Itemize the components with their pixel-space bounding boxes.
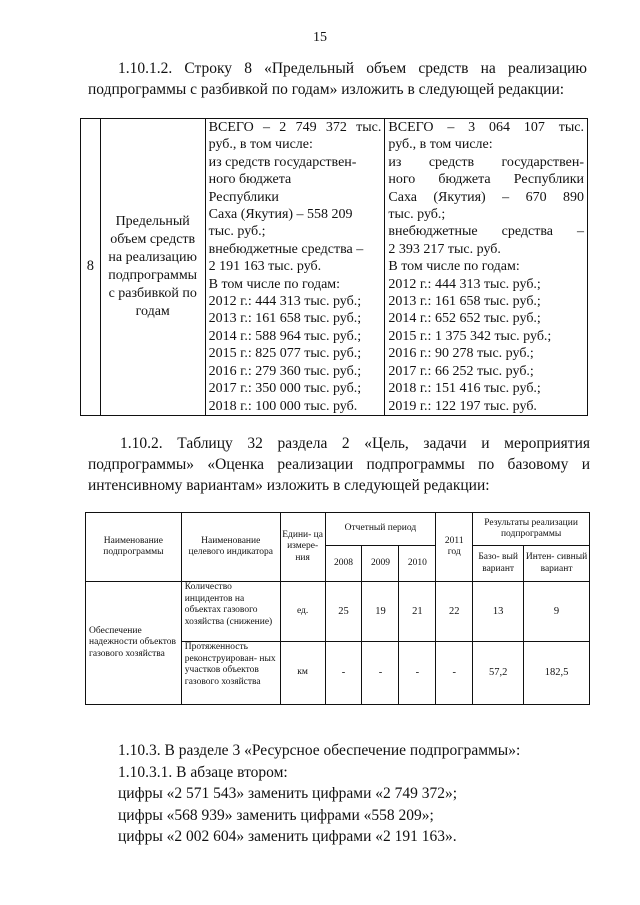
old-line: Саха (Якутия) – 558 209 — [208, 207, 353, 223]
new-line: ВСЕГО – 3 064 107 тыс. — [388, 120, 584, 135]
page-number: 15 — [313, 30, 327, 45]
value-intensive-cell: 9 — [524, 582, 590, 642]
header-indicator: Наименование целевого индикатора — [181, 513, 280, 582]
new-line: Саха (Якутия) – 670 890 — [388, 189, 584, 205]
paragraph-1-line-1: 1.10.1.2. Строку 8 «Предельный объем средств на реализацию — [118, 60, 587, 77]
value-2009-cell: 19 — [362, 582, 399, 642]
paragraph-3-line: цифры «2 571 543» заменить цифрами «2 749 372»; — [118, 785, 458, 802]
new-line: 2017 г.: 66 252 тыс. руб.; — [388, 363, 534, 379]
value-2008-cell: - — [325, 642, 362, 705]
value-base-cell: 57,2 — [473, 642, 524, 705]
value-2008-cell: 25 — [325, 582, 362, 642]
header-2011: 2011 год — [436, 513, 473, 582]
table-header-row — [86, 513, 590, 546]
header-subprogram: Наименование подпрограммы — [86, 513, 182, 582]
old-line: 2015 г.: 825 077 тыс. руб.; — [208, 346, 362, 362]
new-line: ного бюджета Республики — [388, 172, 584, 188]
unit-cell: ед. — [280, 582, 325, 642]
value-2010-cell: 21 — [399, 582, 436, 642]
table-row — [86, 582, 590, 642]
header-reporting-period: Отчетный период — [325, 513, 436, 546]
row-name-line: годам — [135, 303, 170, 319]
paragraph-3-line: 1.10.3.1. В абзаце втором: — [118, 763, 288, 781]
new-line: 2012 г.: 444 313 тыс. руб.; — [388, 276, 541, 292]
header-base: Базо- вый вариант — [473, 546, 524, 582]
new-line: из средств государствен- — [388, 154, 584, 170]
value-2010-cell: - — [399, 642, 436, 705]
old-line: тыс. руб.; — [208, 224, 266, 240]
value-base-cell: 13 — [473, 582, 524, 642]
old-line: 2016 г.: 279 360 тыс. руб.; — [208, 363, 362, 379]
new-line: В том числе по годам: — [388, 259, 520, 275]
new-wording-cell — [385, 119, 588, 416]
header-unit: Едини- ца измере- ния — [280, 513, 325, 582]
header-2009: 2009 — [362, 546, 399, 582]
old-line: ВСЕГО – 2 749 372 тыс. — [208, 120, 382, 135]
paragraph-3-line: 1.10.3. В разделе 3 «Ресурсное обеспечение подпрограммы»: — [118, 742, 521, 759]
new-line: 2015 г.: 1 375 342 тыс. руб.; — [388, 328, 552, 344]
new-line: тыс. руб.; — [388, 207, 446, 223]
new-line: внебюджетные средства – — [388, 224, 584, 240]
paragraph-1 — [88, 58, 587, 100]
row-name-line: с разбивкой по — [108, 285, 197, 301]
paragraph-3-line: цифры «568 939» заменить цифрами «558 209»; — [118, 806, 434, 824]
new-line: 2016 г.: 90 278 тыс. руб.; — [388, 346, 534, 362]
paragraph-2-line-1: 1.10.2. Таблицу 32 раздела 2 «Цель, задачи и мероприятия — [120, 435, 590, 452]
new-line: 2 393 217 тыс. руб. — [388, 241, 501, 257]
table-row — [81, 119, 588, 416]
header-2008: 2008 — [325, 546, 362, 582]
old-line: Республики — [208, 189, 279, 205]
old-line: внебюджетные средства – — [208, 241, 364, 257]
subprogram-name-cell: Обеспечение надежности объектов газового хозяйства — [86, 582, 182, 705]
new-line: 2014 г.: 652 652 тыс. руб.; — [388, 311, 541, 327]
old-line: 2 191 163 тыс. руб. — [208, 259, 322, 275]
header-intensive: Интен- сивный вариант — [524, 546, 590, 582]
limits-table — [80, 118, 588, 416]
value-2011-cell: - — [436, 642, 473, 705]
row-name-line: подпрограммы — [108, 267, 198, 283]
paragraph-3-line: цифры «2 002 604» заменить цифрами «2 191 163». — [118, 828, 457, 845]
unit-cell: км — [280, 642, 325, 705]
old-line: 2014 г.: 588 964 тыс. руб.; — [208, 328, 362, 344]
row-name-line: Предельный — [115, 213, 190, 229]
old-wording-cell — [205, 119, 385, 416]
old-line: из средств государствен- — [208, 154, 357, 170]
new-line: руб., в том числе: — [388, 137, 493, 153]
row-name-line: объем средств — [110, 231, 196, 247]
new-line: 2019 г.: 122 197 тыс. руб. — [388, 398, 537, 414]
paragraph-2 — [88, 433, 590, 496]
old-line: ного бюджета — [208, 172, 292, 188]
old-line: руб., в том числе: — [208, 137, 313, 153]
indicator-cell: Количество инцидентов на объектах газового хозяйства (снижение) — [181, 582, 280, 642]
value-intensive-cell: 182,5 — [524, 642, 590, 705]
indicator-cell: Протяженность реконструирован- ных участков объектов газового хозяйства — [181, 642, 280, 705]
row-name-line: на реализацию — [108, 249, 197, 265]
paragraph-2-line-2: подпрограммы» «Оценка реализации подпрограммы по базовому и — [88, 456, 590, 473]
header-results: Результаты реализации подпрограммы — [473, 513, 590, 546]
old-line: 2012 г.: 444 313 тыс. руб.; — [208, 294, 362, 310]
old-line: 2017 г.: 350 000 тыс. руб.; — [208, 381, 362, 397]
old-line: В том числе по годам: — [208, 276, 341, 292]
old-line: 2018 г.: 100 000 тыс. руб. — [208, 398, 358, 414]
paragraph-3 — [118, 740, 588, 848]
indicator-table — [85, 512, 590, 705]
row-number-cell: 8 — [81, 119, 101, 416]
row-name-cell — [100, 119, 205, 416]
old-line: 2013 г.: 161 658 тыс. руб.; — [208, 311, 362, 327]
value-2011-cell: 22 — [436, 582, 473, 642]
new-line: 2018 г.: 151 416 тыс. руб.; — [388, 381, 541, 397]
paragraph-1-line-2: подпрограммы с разбивкой по годам» изложить в следующей редакции: — [88, 81, 565, 98]
header-2010: 2010 — [399, 546, 436, 582]
new-line: 2013 г.: 161 658 тыс. руб.; — [388, 294, 541, 310]
value-2009-cell: - — [362, 642, 399, 705]
paragraph-2-line-3: интенсивному вариантам» изложить в следующей редакции: — [88, 477, 490, 494]
